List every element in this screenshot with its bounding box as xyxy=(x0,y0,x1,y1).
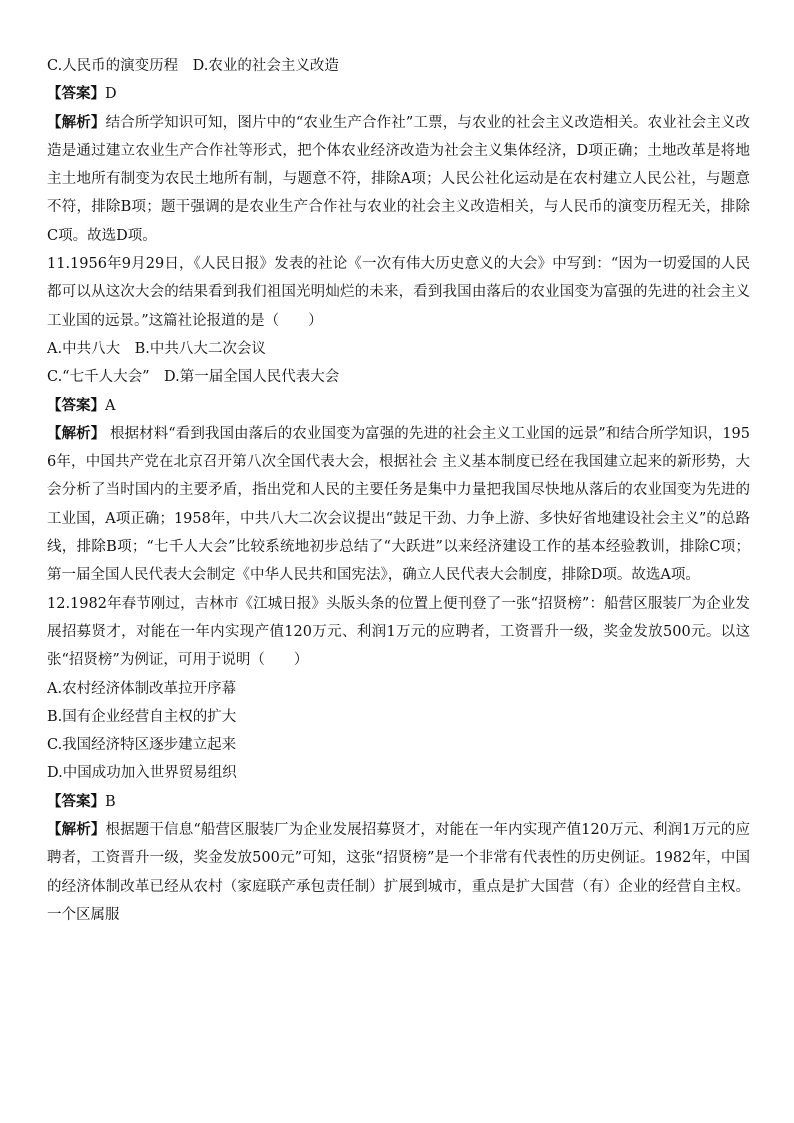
question-10-options-cd: C.人民币的演变历程 D.农业的社会主义改造 xyxy=(47,58,339,74)
analysis-label: 【解析】 xyxy=(47,822,106,839)
question-12-option-b: B.国有企业经营自主权的扩大 xyxy=(47,708,237,725)
question-12-answer xyxy=(47,788,750,816)
question-12-option-c: C.我国经济特区逐步建立起来 xyxy=(47,737,237,754)
analysis-text: 结合所学知识可知，图片中的“农业生产合作社”工票，与农业的社会主义改造相关。农业社会主义改造是通过建立农业生产合作社等形式，把个体农业经济改造为社会主义集体经济，D项正确；土地改革是将地主土地所有制变为农民土地所有制，与题意不符，排除A项；人民公社化运动是在农村建立人民公社，与题意不符，排除B项；题干强调的是农业生产合作社与农业的社会主义改造相关，与人民币的演变历程无关，排除C项。故选D项。 xyxy=(47,114,751,244)
question-11-options-ab: A.中共八大 B.中共八大二次会议 xyxy=(47,340,266,357)
analysis-label: 【解析】 xyxy=(47,425,106,442)
question-12-analysis xyxy=(47,816,750,929)
question-11-stem: 11.1956年9月29日，《人民日报》发表的社论《一次有伟大历史意义的大会》中写到：“因为一切爱国的人民都可以从这次大会的结果看到我们祖国光明灿烂的未来，看到我国由落后的农业国变为富强的先进的社会主义工业国的远景。”这篇社论报道的是（ ） xyxy=(47,256,750,329)
analysis-text: 根据题干信息“船营区服装厂为企业发展招募贤才，对能在一年内实现产值120万元、利润1万元的应聘者，工资晋升一级，奖金发放500元”可知，这张“招贤榜”是一个非常有代表性的历史例证。1982年，中国的经济体制改革已经从农村（家庭联产承包责任制）扩展到城市，重点是扩大国营（有）企业的经营自主权。一个区属服 xyxy=(47,822,751,923)
question-11-options-cd: C.“七千人大会” D.第一届全国人民代表大会 xyxy=(47,369,340,386)
answer-value: B xyxy=(105,793,116,810)
answer-label: 【答案】 xyxy=(47,86,105,103)
question-11-analysis xyxy=(47,420,750,590)
question-10-analysis xyxy=(47,109,750,250)
answer-label: 【答案】 xyxy=(47,397,105,414)
question-12-option-d: D.中国成功加入世界贸易组织 xyxy=(47,765,237,782)
answer-value: A xyxy=(105,397,116,414)
document-page xyxy=(47,52,750,929)
analysis-text: 根据材料“看到我国由落后的农业国变为富强的先进的社会主义工业国的远景”和结合所学知识，1956年，中国共产党在北京召开第八次全国代表大会，根据社会 主义基本制度已经在我国建立起来的新形势，大会分析了当时国内的主要矛盾，指出党和人民的主要任务是集中力量把我国尽快地从落后的农业国变为先进的工业国，A项正确；1958年，中共八大二次会议提出“鼓足干劲、力争上游、多快好省地建设社会主义”的总路线，排除B项；“七千人大会”比较系统地初步总结了“大跃进”以来经济建设工作的基本经验教训，排除C项；第一届全国人民代表大会制定《中华人民共和国宪法》，确立人民代表大会制度，排除D项。故选A项。 xyxy=(47,425,751,584)
answer-value: D xyxy=(105,86,117,103)
question-12-stem: 12.1982年春节刚过，吉林市《江城日报》头版头条的位置上便刊登了一张“招贤榜”：船营区服装厂为企业发展招募贤才，对能在一年内实现产值120万元、利润1万元的应聘者，工资晋升一级，奖金发放500元。以这张“招贤榜”为例证，可用于说明（ ） xyxy=(47,595,750,669)
question-10-answer xyxy=(47,80,750,108)
question-12-option-a: A.农村经济体制改革拉开序幕 xyxy=(47,680,237,697)
answer-label: 【答案】 xyxy=(47,793,105,810)
question-11-answer xyxy=(47,392,750,420)
analysis-label: 【解析】 xyxy=(47,114,106,131)
